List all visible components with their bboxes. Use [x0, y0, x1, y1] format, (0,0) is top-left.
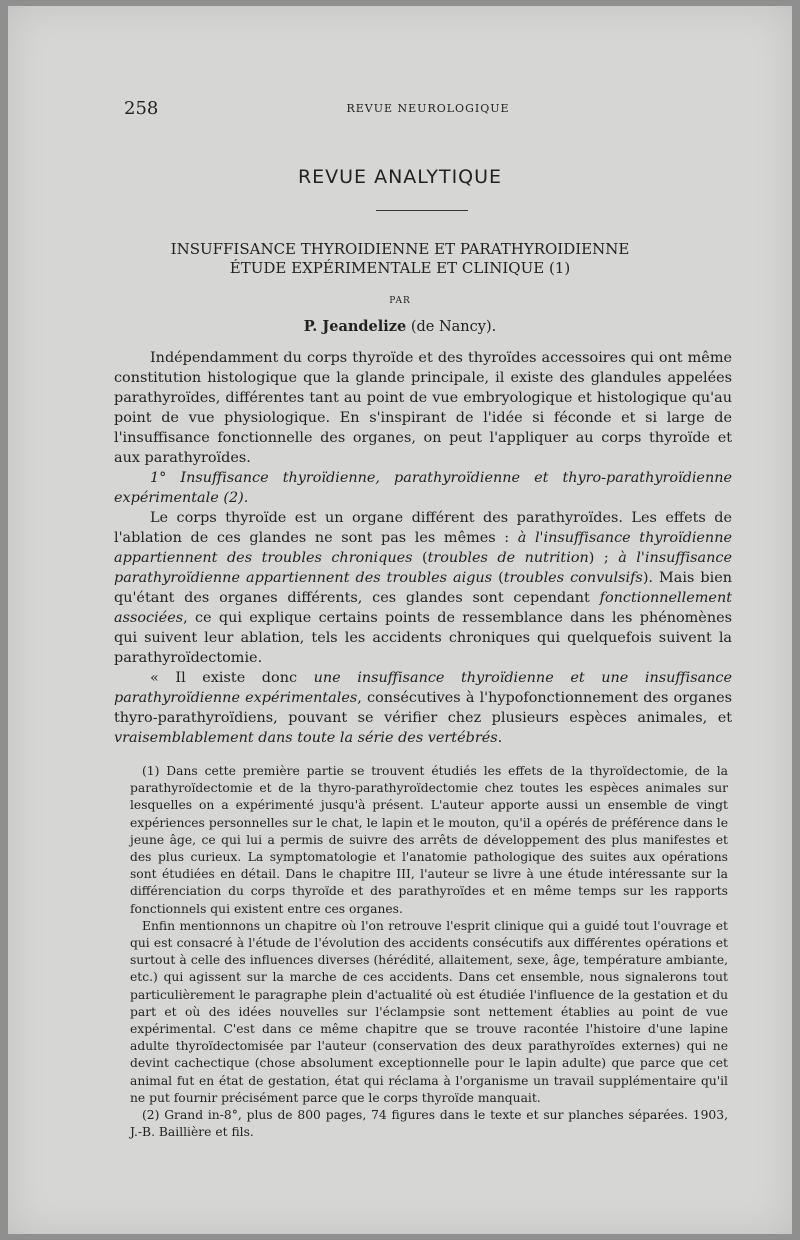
journal-page	[8, 6, 792, 1234]
subsection-heading: 1° Insuffisance thyroïdienne, parathyroïdienne et thyro-parathyroïdienne expérimentale (2).	[114, 470, 732, 506]
emphasis-run: à l'insuffisance parathyroïdienne appartiennent des troubles aigus	[114, 550, 732, 586]
author-affiliation: (de Nancy).	[410, 319, 497, 335]
text-run: , consécutives à l'hypofonctionnement des organes thyro-parathyroïdiens, pouvant se vérifier chez plusieurs espèces animales, et	[114, 690, 732, 726]
emphasis-run: troubles de nutrition	[427, 550, 589, 566]
paragraph-2-heading	[114, 468, 732, 508]
author-line	[8, 318, 792, 335]
emphasis-run: une insuffisance thyroïdienne et une insuffisance parathyroïdienne expérimentales	[114, 670, 733, 706]
emphasis-run: à l'insuffisance thyroïdienne appartiennent des troubles chroniques	[114, 530, 732, 566]
text-run: , ce qui explique certains points de ressemblance dans les phénomènes qui suivent leur ablation, tels les accidents chroniques qui quelquefois suivent la parathyroïdectomie.	[114, 610, 732, 666]
article-title	[8, 240, 792, 278]
author-name: P. Jeandelize	[303, 318, 407, 335]
emphasis-run: fonctionnellement associées	[114, 590, 732, 626]
by-label: PAR	[389, 296, 411, 306]
emphasis-run: vraisemblablement dans toute la série des vertébrés	[114, 730, 498, 746]
article-title-line-1: INSUFFISANCE THYROIDIENNE ET PARATHYROIDIENNE	[170, 240, 630, 258]
footnote-2: (2) Grand in-8°, plus de 800 pages, 74 figures dans le texte et sur planches séparées. 1903, J.-B. Baillière et fils.	[130, 1108, 728, 1140]
text-run: .	[497, 730, 503, 746]
text-run: ). Mais bien qu'étant des organes différents, ces glandes sont cependant	[114, 570, 732, 606]
emphasis-run: troubles convulsifs	[503, 570, 643, 586]
text-run: « Il existe donc	[150, 670, 314, 686]
footnotes	[130, 763, 728, 1141]
text-run: (	[412, 550, 428, 566]
paragraph-4	[114, 668, 732, 748]
text-run: (	[492, 570, 504, 586]
footnote-1-continued: Enfin mentionnons un chapitre où l'on retrouve l'esprit clinique qui a guidé tout l'ouvrage et qui est consacré à l'étude de l'évolution des accidents consécutifs aux différentes opérations et surtout à celle des influences diverses (hérédité, allaitement, sexe, âge, température ambiante, etc.) qui agissent sur la marche de ces accidents. Dans cet ensemble, nous signalerons tout particulièrement le paragraphe plein d'actualité où est étudiée l'influence de la gestation et du part et où des idées nouvelles sur l'éclampsie sont nettement établies au point de vue expérimental. C'est dans ce même chapitre que se trouve racontée l'histoire d'une lapine adulte thyroïdectomisée par l'auteur (conservation des deux parathyroïdes externes) qui ne devint cachectique (chose absolument exceptionnelle pour le lapin adulte) que parce que cet animal fut en état de gestation, état qui réclama à l'organisme un travail supplémentaire qu'il ne put fournir précisément parce que le corps thyroïde manquait.	[130, 918, 728, 1105]
running-head	[118, 98, 738, 122]
text-run: ) ;	[588, 550, 619, 566]
journal-title: REVUE NEUROLOGIQUE	[346, 102, 510, 115]
paragraph-1: Indépendamment du corps thyroïde et des thyroïdes accessoires qui ont même constitution histologique que la glande principale, il existe des glandules appelées parathyroïdes, différentes tant au point de vue embryologique et histologique qu'au point de vue physiologique. En s'inspirant de l'idée si féconde et si large de l'insuffisance fonctionnelle des organes, on peut l'appliquer au corps thyroïde et aux parathyroïdes.	[114, 350, 732, 466]
text-run: Le corps thyroïde est un organe différent des parathyroïdes. Les effets de l'ablation de ces glandes ne sont pas les mêmes :	[114, 510, 732, 546]
title-rule	[376, 210, 468, 211]
article-title-line-2: ÉTUDE EXPÉRIMENTALE ET CLINIQUE (1)	[229, 259, 571, 277]
section-title: REVUE ANALYTIQUE	[297, 166, 503, 188]
article-body	[114, 348, 732, 748]
footnote-1: (1) Dans cette première partie se trouvent étudiés les effets de la thyroïdectomie, de la parathyroïdectomie et de la thyro-parathyroïdectomie chez toutes les espèces animales sur lesquelles on a expérimenté jusqu'à présent. L'auteur apporte aussi un ensemble de vingt expériences personnelles sur le chat, le lapin et le mouton, qu'il a opérés de préférence dans le jeune âge, ce qui lui a permis de suivre des arrêts de développement des plus manifestes et des plus curieux. La symptomatologie et l'anatomie pathologique des suites aux opérations sont étudiées en détail. Dans le chapitre III, l'auteur se livre à une étude intéressante sur la différenciation du corps thyroïde et des parathyroïdes et en même temps sur les rapports fonctionnels qui existent entre ces organes.	[130, 764, 728, 916]
page-number: 258	[124, 98, 159, 119]
paragraph-3	[114, 508, 732, 668]
